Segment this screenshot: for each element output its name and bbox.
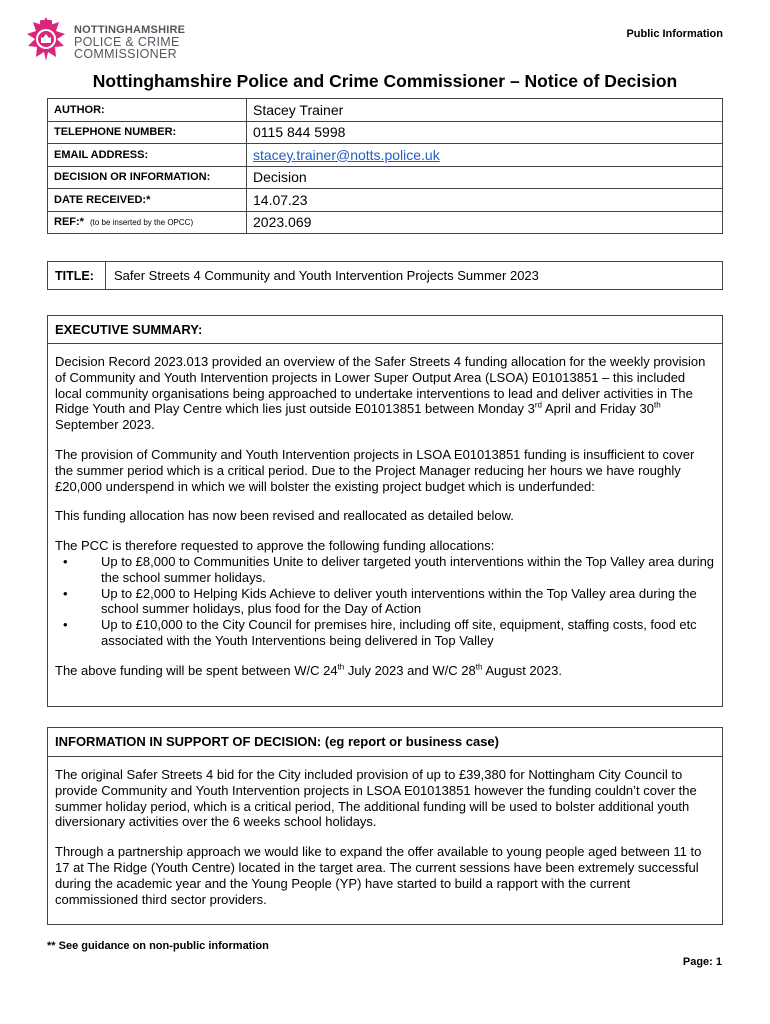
author-value: Stacey Trainer bbox=[247, 99, 723, 122]
author-label: AUTHOR: bbox=[48, 99, 247, 122]
email-label: EMAIL ADDRESS: bbox=[48, 144, 247, 167]
decision-type-label: DECISION OR INFORMATION: bbox=[48, 166, 247, 189]
logo-line-2: POLICE & CRIME bbox=[74, 35, 180, 49]
support-paragraph: The original Safer Streets 4 bid for the City included provision of up to £39,380 for Nottingham City Council to provide Community and Youth Intervention projects in LSOA E01013851 however the funding couldn’t cover the summer holiday period, which is a critical period, The additional funding will be used to bolster additional youth diversionary activities over the 6 weeks school holidays. bbox=[55, 767, 697, 830]
title-label: TITLE: bbox=[48, 262, 106, 289]
list-item: • Up to £8,000 to Communities Unite to deliver targeted youth interventions within the Top Valley area during the school summer holidays. bbox=[63, 553, 715, 585]
summary-paragraph: Decision Record 2023.013 provided an overview of the Safer Streets 4 funding allocation for the weekly provision of Community and Youth Intervention projects in Lower Super Output Area (LSOA) E01013851 – this included local community organisations being approached to undertake interventions to lead and deliver activities in The Ridge Youth and Play Centre which lies just outside E01013851 between Monday 3rd April and Friday 30th September 2023. bbox=[55, 354, 706, 433]
funding-allocation-list bbox=[55, 554, 715, 649]
title-row bbox=[47, 261, 723, 290]
list-item: • Up to £10,000 to the City Council for premises hire, including off site, equipment, staffing costs, food etc associated with the Youth Interventions being delivered in Top Valley bbox=[63, 617, 697, 648]
table-row bbox=[48, 211, 723, 234]
police-crest-icon bbox=[24, 16, 68, 68]
summary-paragraph: This funding allocation has now been revised and reallocated as detailed below. bbox=[55, 508, 514, 524]
support-information-body bbox=[48, 757, 722, 907]
decision-details-table bbox=[47, 98, 723, 234]
executive-summary-section bbox=[47, 315, 723, 707]
table-row bbox=[48, 99, 723, 122]
summary-paragraph: The above funding will be spent between W/C 24th July 2023 and W/C 28th August 2023. bbox=[55, 662, 562, 678]
summary-paragraph: The provision of Community and Youth Intervention projects in LSOA E01013851 funding is insufficient to cover the summer period which is a critical period. Due to the Project Manager reducing her hours we have roughly £20,000 underspend in which we will bolster the existing project budget which is underfunded: bbox=[55, 446, 695, 494]
support-paragraph: Through a partnership approach we would like to expand the offer available to young people aged between 11 to 17 at The Ridge (Youth Centre) located in the target area. The current sessions have been extremely successful during the academic year and the Young People (YP) have started to build a rapport with the current commissioned third sector providers. bbox=[55, 844, 702, 907]
public-information-label: Public Information bbox=[626, 28, 723, 40]
date-received-value: 14.07.23 bbox=[247, 189, 723, 212]
title-value: Safer Streets 4 Community and Youth Intervention Projects Summer 2023 bbox=[114, 268, 539, 283]
logo-line-1: NOTTINGHAMSHIRE bbox=[74, 24, 186, 36]
page-number: Page: 1 bbox=[682, 956, 722, 968]
ref-note: (to be inserted by the OPCC) bbox=[89, 218, 194, 228]
list-item: • Up to £2,000 to Helping Kids Achieve to deliver youth interventions within the Top Valley area during the school summer holidays, plus food for the Day of Action bbox=[63, 585, 697, 617]
table-row bbox=[48, 166, 723, 189]
table-row bbox=[48, 189, 723, 212]
telephone-value: 0115 844 5998 bbox=[247, 121, 723, 144]
ref-label: REF:* bbox=[54, 216, 84, 229]
decision-type-value: Decision bbox=[247, 166, 723, 189]
table-row bbox=[48, 121, 723, 144]
logo-line-3: COMMISSIONER bbox=[74, 47, 177, 61]
guidance-note: ** See guidance on non-public information bbox=[47, 940, 269, 952]
ref-value: 2023.069 bbox=[247, 211, 723, 234]
executive-summary-heading: EXECUTIVE SUMMARY: bbox=[48, 316, 722, 344]
support-information-heading: INFORMATION IN SUPPORT OF DECISION: (eg report or business case) bbox=[48, 728, 722, 757]
email-link[interactable]: stacey.trainer@notts.police.uk bbox=[253, 146, 440, 163]
telephone-label: TELEPHONE NUMBER: bbox=[48, 121, 247, 144]
date-received-label: DATE RECEIVED:* bbox=[48, 189, 247, 212]
executive-summary-body bbox=[48, 344, 722, 679]
table-row bbox=[48, 144, 723, 167]
page-title: Nottinghamshire Police and Crime Commissioner – Notice of Decision bbox=[92, 71, 678, 91]
pcc-logo bbox=[24, 16, 204, 68]
summary-paragraph: The PCC is therefore requested to approve the following funding allocations: bbox=[55, 538, 495, 554]
support-information-section bbox=[47, 727, 723, 925]
